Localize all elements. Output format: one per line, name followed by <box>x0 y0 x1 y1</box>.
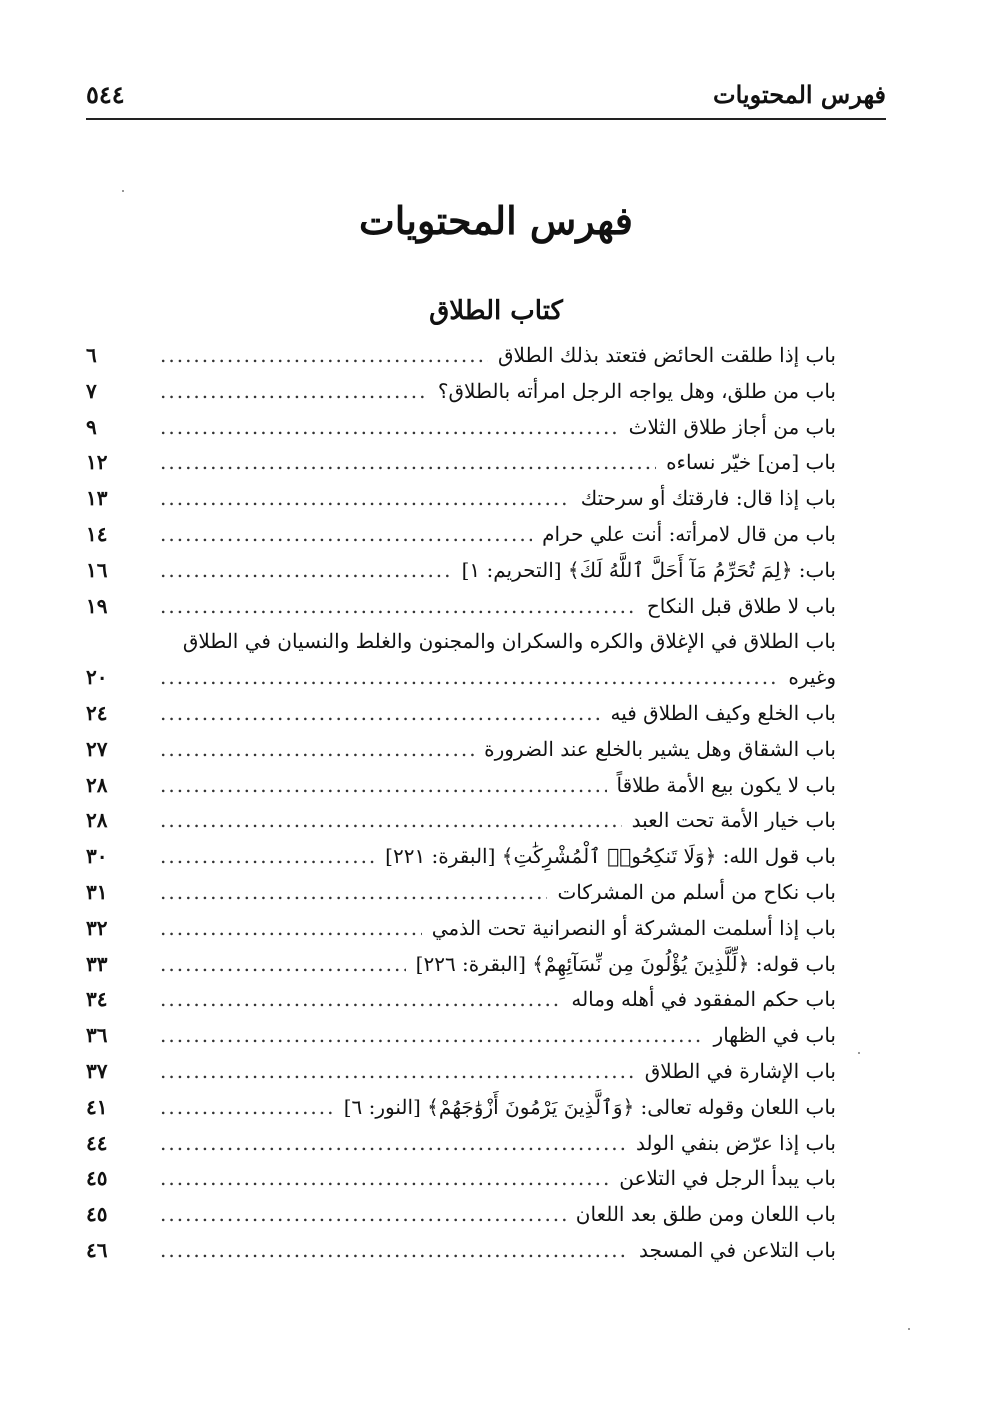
toc-entry-page: ٣٦ <box>86 1023 108 1048</box>
dot-leader <box>160 947 406 983</box>
toc-entry-page: ٢٨ <box>86 808 108 833</box>
dot-leader <box>160 553 452 589</box>
toc-entry-title: باب من طلق، وهل يواجه الرجل امرأته بالطلاق؟ <box>437 378 836 403</box>
toc-entry <box>86 1090 836 1126</box>
toc-entry <box>86 338 836 374</box>
toc-entry <box>86 732 836 768</box>
toc-entry-page: ٤٤ <box>86 1130 108 1155</box>
toc-entry-page: ٢٠ <box>86 665 108 690</box>
toc-entry-title: باب لا طلاق قبل النكاح <box>646 593 836 618</box>
scan-speck <box>908 1328 910 1330</box>
dot-leader <box>160 374 428 410</box>
toc-entry <box>86 768 836 804</box>
toc-entry-title: باب من قال لامرأته: أنت علي حرام <box>542 521 836 546</box>
dot-leader <box>160 445 656 481</box>
toc-entry-page: ١٢ <box>86 450 108 475</box>
dot-leader <box>160 1233 629 1269</box>
dot-leader <box>160 803 622 839</box>
toc-entry-title: باب إذا عرّض بنفي الولد <box>635 1130 836 1155</box>
dot-leader <box>160 875 547 911</box>
dot-leader <box>160 732 474 768</box>
toc-entry-title: باب حكم المفقود في أهله وماله <box>571 987 836 1012</box>
toc-entry <box>86 1054 836 1090</box>
toc-entry <box>86 839 836 875</box>
toc-entry-page: ٤٥ <box>86 1166 108 1191</box>
toc-entry-page: ٢٧ <box>86 736 108 761</box>
dot-leader <box>160 1126 626 1162</box>
toc-entry <box>86 481 836 517</box>
toc-entry-page: ٦ <box>86 343 97 367</box>
toc-entry-title: باب الإشارة في الطلاق <box>644 1058 836 1083</box>
toc-entry-title: باب إذا أسلمت المشركة أو النصرانية تحت الذمي <box>431 915 836 940</box>
toc-entry-title: باب اللعان وقوله تعالى: ﴿وَٱلَّذِينَ يَرْمُونَ أَزْوَٰجَهُمْ﴾ [النور: ٦] <box>343 1094 836 1119</box>
toc-entry-title: باب يبدأ الرجل في التلاعن <box>619 1166 836 1191</box>
toc-entry <box>86 947 836 983</box>
toc-entry-title: باب إذا طلقت الحائض فتعتد بذلك الطلاق <box>498 343 836 367</box>
toc-entry-page: ٩ <box>86 414 97 439</box>
toc-entry-title: باب الشقاق وهل يشير بالخلع عند الضرورة <box>484 736 836 761</box>
main-title: فهرس المحتويات <box>359 198 633 243</box>
toc-entry-title: باب من أجاز طلاق الثلاث <box>628 414 836 439</box>
dot-leader <box>160 1161 609 1197</box>
toc-entry <box>86 660 836 696</box>
toc-entry-page: ٢٤ <box>86 700 108 725</box>
dot-leader <box>160 1018 704 1054</box>
dot-leader <box>160 410 619 446</box>
dot-leader <box>160 338 488 374</box>
toc-entry-title: باب اللعان ومن طلق بعد اللعان <box>575 1202 836 1227</box>
dot-leader <box>160 481 571 517</box>
toc-entry-page: ١٣ <box>86 486 108 511</box>
toc-entry-page: ٤٥ <box>86 1202 108 1227</box>
toc-entry-title: باب: ﴿لِمَ تُحَرِّمُ مَآ أَحَلَّ ٱللَّهُ لَكَ﴾ [التحريم: ١] <box>461 557 836 582</box>
toc-entry <box>86 589 836 625</box>
dot-leader <box>160 1054 635 1090</box>
dot-leader <box>160 589 637 625</box>
toc-entry-title: باب في الظهار <box>713 1023 836 1048</box>
table-of-contents <box>86 338 836 1269</box>
toc-entry-page: ٢٨ <box>86 772 108 797</box>
scan-speck <box>122 190 124 192</box>
running-header <box>86 78 886 120</box>
scan-speck <box>858 1052 860 1054</box>
toc-entry-title: باب [من] خيّر نساءه <box>666 450 836 475</box>
toc-entry-page: ١٩ <box>86 593 108 618</box>
toc-entry <box>86 1197 836 1233</box>
toc-entry <box>86 875 836 911</box>
toc-entry-title: باب الخلع وكيف الطلاق فيه <box>610 700 836 725</box>
toc-entry-page: ٤٦ <box>86 1237 108 1262</box>
toc-entry-title: باب قول الله: ﴿وَلَا تَنكِحُوا۟ ٱلْمُشْرِكَٰتِ﴾ [البقرة: ٢٢١] <box>385 844 836 869</box>
dot-leader <box>160 660 778 696</box>
toc-entry-page: ٧ <box>86 378 97 403</box>
dot-leader <box>160 768 607 804</box>
dot-leader <box>160 839 375 875</box>
toc-entry <box>86 553 836 589</box>
toc-entry <box>86 374 836 410</box>
dot-leader <box>160 1197 566 1233</box>
toc-entry <box>86 445 836 481</box>
toc-entry-title: باب إذا قال: فارقتك أو سرحتك <box>580 486 836 511</box>
toc-entry-page: ٤١ <box>86 1094 108 1119</box>
page-number: ٥٤٤ <box>86 80 125 109</box>
toc-entry <box>86 1126 836 1162</box>
toc-entry <box>86 1161 836 1197</box>
toc-entry-page: ٣٤ <box>86 987 108 1012</box>
toc-entry <box>86 410 836 446</box>
toc-entry-page: ٣٠ <box>86 844 108 869</box>
toc-entry-title: باب نكاح من أسلم من المشركات <box>557 879 836 904</box>
running-header-title: فهرس المحتويات <box>712 80 886 109</box>
toc-entry-title: وغيره <box>788 665 836 690</box>
toc-entry <box>86 1233 836 1269</box>
toc-entry <box>86 624 836 660</box>
toc-entry-page: ٣٢ <box>86 915 108 940</box>
toc-entry <box>86 517 836 553</box>
toc-entry-title: باب التلاعن في المسجد <box>638 1237 836 1262</box>
toc-entry-title: باب لا يكون بيع الأمة طلاقاً <box>616 772 836 797</box>
dot-leader <box>160 517 532 553</box>
section-title: كتاب الطلاق <box>429 296 563 326</box>
toc-entry-page: ١٤ <box>86 521 108 546</box>
dot-leader <box>160 911 422 947</box>
toc-entry <box>86 911 836 947</box>
toc-entry-page: ٣٣ <box>86 951 108 976</box>
toc-entry <box>86 1018 836 1054</box>
toc-entry-title: باب خيار الأمة تحت العبد <box>631 808 836 833</box>
toc-entry <box>86 803 836 839</box>
toc-entry-page: ٣٧ <box>86 1058 108 1083</box>
toc-entry-title: باب الطلاق في الإغلاق والكره والسكران والمجنون والغلط والنسيان في الطلاق <box>182 629 836 654</box>
toc-entry-page: ٣١ <box>86 879 108 904</box>
dot-leader <box>160 982 561 1018</box>
toc-entry <box>86 982 836 1018</box>
dot-leader <box>160 1090 334 1126</box>
dot-leader <box>160 696 601 732</box>
toc-entry-title: باب قوله: ﴿لِّلَّذِينَ يُؤْلُونَ مِن نِّسَآئِهِمْ﴾ [البقرة: ٢٢٦] <box>415 951 836 976</box>
toc-entry <box>86 696 836 732</box>
toc-entry-page: ١٦ <box>86 557 108 582</box>
